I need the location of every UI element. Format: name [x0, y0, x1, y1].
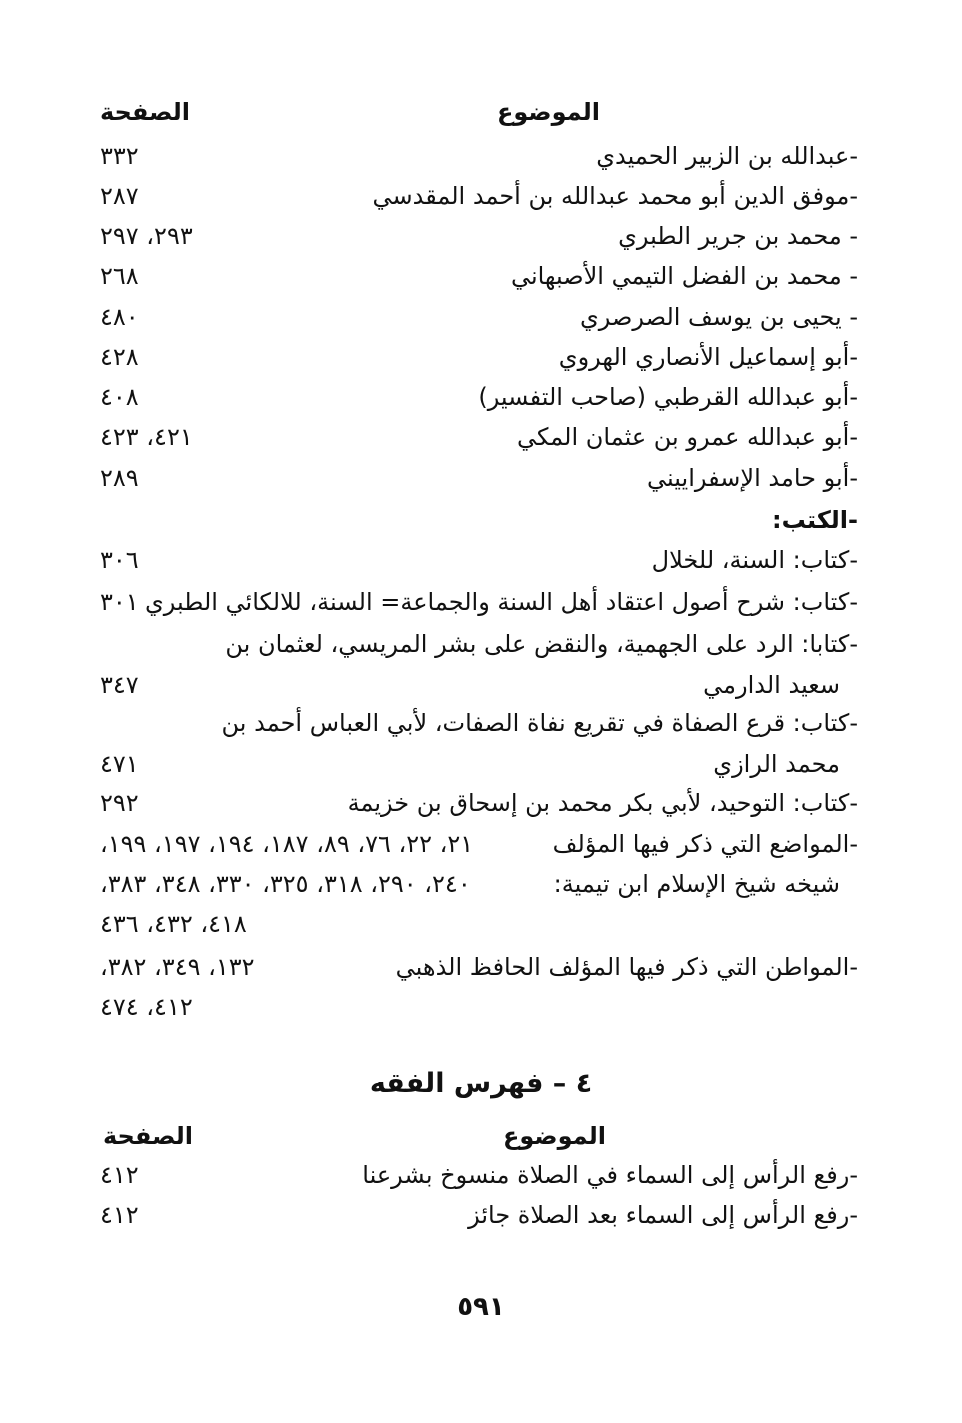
- index-entry-topic: -أبو حامد الإسفراييني: [647, 464, 858, 492]
- index-entry-pages: ٢٤٠، ٢٩٠، ٣١٨، ٣٢٥، ٣٣٠، ٣٤٨، ٣٨٣،: [100, 870, 471, 898]
- page-number: ٥٩١: [457, 1292, 505, 1322]
- index-entry-pages: ٣٠٦: [100, 546, 139, 574]
- index-entry-pages: ٢١، ٢٢، ٧٦، ٨٩، ١٨٧، ١٩٤، ١٩٧، ١٩٩،: [100, 830, 474, 858]
- section-entry-pages: ٤١٢: [100, 1161, 139, 1189]
- section-topic-column-header: الموضوع: [502, 1122, 606, 1150]
- index-entry-pages: ٤٨٠: [100, 303, 139, 331]
- index-entry-pages: ١٣٢، ٣٤٩، ٣٨٢،: [100, 953, 255, 981]
- index-entry-topic: -كتابا: الرد على الجهمية، والنقض على بشر المريسي، لعثمان بن: [225, 630, 858, 658]
- section-entry-topic: -رفع الرأس إلى السماء بعد الصلاة جائز: [468, 1201, 858, 1229]
- index-entry-topic: -أبو عبدالله عمرو بن عثمان المكي: [517, 423, 858, 451]
- section-title: ٤ – فهرس الفقه: [369, 1068, 593, 1099]
- topic-column-header: الموضوع: [496, 98, 600, 126]
- index-entry-pages: ٣٠١: [100, 588, 139, 616]
- section-page-column-header: الصفحة: [103, 1122, 194, 1150]
- index-entry-topic: -أبو إسماعيل الأنصاري الهروي: [558, 343, 858, 371]
- index-entry-pages: ٢٩٣، ٢٩٧: [100, 222, 193, 250]
- index-entry-pages: ٤٢٨: [100, 343, 139, 371]
- index-entry-topic: -المواطن التي ذكر فيها المؤلف الحافظ الذهبي: [395, 953, 858, 981]
- index-entry-pages: ٤٧١: [100, 750, 139, 778]
- index-entry-topic: -كتاب: شرح أصول اعتقاد أهل السنة والجماعة= السنة، للالكائي الطبري: [144, 588, 858, 616]
- section-entry-topic: -رفع الرأس إلى السماء في الصلاة منسوخ بشرعنا: [362, 1161, 858, 1189]
- index-entry-topic: -المواضع التي ذكر فيها المؤلف: [552, 830, 858, 858]
- index-entry-pages: ٤٢١، ٤٢٣: [100, 423, 193, 451]
- index-entry-topic-continuation: شيخه شيخ الإسلام ابن تيمية:: [553, 870, 840, 898]
- section-entry-pages: ٤١٢: [100, 1201, 139, 1229]
- index-entry-topic: -كتاب: السنة، للخلال: [651, 546, 858, 574]
- index-entry-topic: - محمد بن جرير الطبري: [618, 222, 858, 250]
- index-entry-pages: ٣٣٢: [100, 142, 139, 170]
- index-entry-pages: ٢٨٩: [100, 464, 139, 492]
- index-entry-topic: -أبو عبدالله القرطبي (صاحب التفسير): [478, 383, 858, 411]
- index-entry-pages: ٢٨٧: [100, 182, 139, 210]
- index-entry-topic-continuation: محمد الرازي: [713, 750, 840, 778]
- index-entry-topic: -موفق الدين أبو محمد عبدالله بن أحمد المقدسي: [372, 182, 858, 210]
- index-entry-pages: ٢٦٨: [100, 262, 139, 290]
- index-entry-topic: - محمد بن الفضل التيمي الأصبهاني: [510, 262, 858, 290]
- page-column-header: الصفحة: [100, 98, 191, 126]
- index-entry-pages: ٤١٨، ٤٣٢، ٤٣٦: [100, 910, 247, 938]
- index-entry-pages: ٢٩٢: [100, 789, 139, 817]
- index-entry-pages: ٤١٢، ٤٧٤: [100, 993, 193, 1021]
- index-entry-topic: -كتاب: قرع الصفاة في تقريع نفاة الصفات، لأبي العباس أحمد بن: [221, 709, 858, 737]
- index-entry-pages: ٤٠٨: [100, 383, 139, 411]
- index-entry-pages: ٣٤٧: [100, 671, 139, 699]
- index-entry-topic: - يحيى بن يوسف الصرصري: [579, 303, 858, 331]
- index-entry-topic-continuation: سعيد الدارمي: [703, 671, 840, 699]
- index-entry-topic: -كتاب: التوحيد، لأبي بكر محمد بن إسحاق بن خزيمة: [347, 789, 858, 817]
- index-entry-topic: -عبدالله بن الزبير الحميدي: [596, 142, 858, 170]
- books-subheading: -الكتب:: [772, 506, 858, 534]
